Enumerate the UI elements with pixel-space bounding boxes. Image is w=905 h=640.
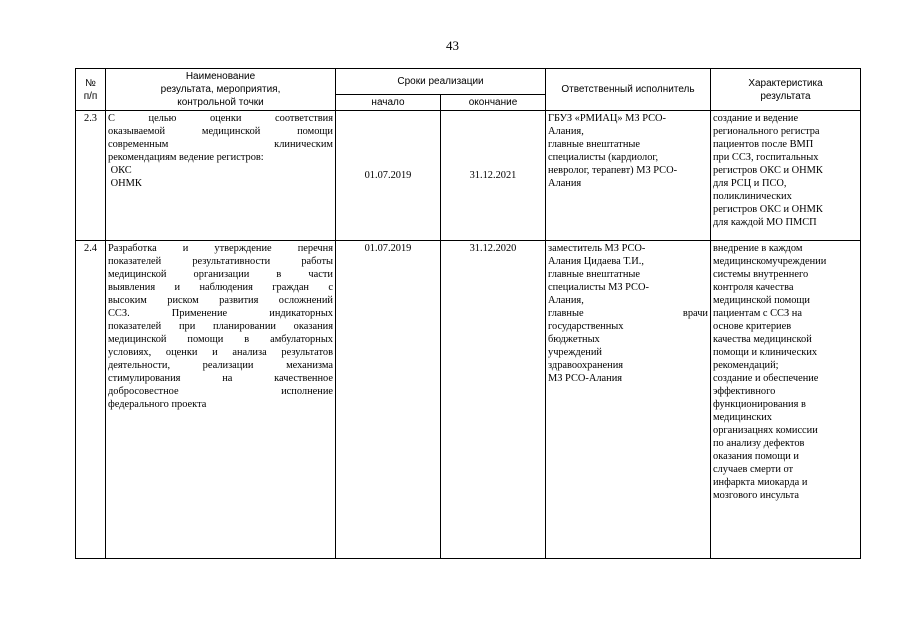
row-start-date: 01.07.2019 (336, 241, 441, 559)
responsible-line: Алания Цидаева Т.И., (548, 256, 644, 267)
name-line: ОКС (108, 165, 132, 176)
name-line: С целью оценки соответствия (108, 113, 333, 124)
header-responsible: Ответственный исполнитель (546, 69, 711, 111)
responsible-line: государственных (548, 321, 624, 332)
name-line: медицинской помощи в амбулаторных (108, 334, 333, 345)
row-start-date: 01.07.2019 (336, 111, 441, 241)
page-number: 43 (446, 38, 459, 53)
name-line: стимулирования на качественное (108, 373, 333, 384)
responsible-line: специалисты МЗ РСО- (548, 282, 649, 293)
name-line: высоким риском развития осложнений (108, 295, 333, 306)
name-line: ССЗ. Применение индикаторных (108, 308, 333, 319)
responsible-line: Алания, (548, 295, 584, 306)
responsible-line: учреждений (548, 347, 602, 358)
row-name (106, 241, 336, 559)
name-line: показателей результативности работы (108, 256, 333, 267)
row-number: 2.4 (76, 241, 106, 559)
row-characteristic: создание и ведение региональногo регистра пациентов после ВМП при ССЗ, госпитальных регистров ОКС и ОНМК для РСЦ и ПСО, поликлинических регистров ОКС и ОНМК для каждой МО ПМСП (711, 111, 861, 241)
name-line: добросовестное исполнение (108, 386, 333, 397)
header-end: окончание (441, 95, 546, 111)
name-line: федерального проекта (108, 399, 207, 410)
row-name (106, 111, 336, 241)
name-line: современным клиническим (108, 139, 333, 150)
row-number: 2.3 (76, 111, 106, 241)
name-line: выявления и наблюдения граждан с (108, 282, 333, 293)
name-line: показателей при планировании оказания (108, 321, 333, 332)
name-line: Разработка и утверждение перечня (108, 243, 333, 254)
header-number: № п/п (76, 69, 106, 111)
responsible-line: главные врачи (548, 308, 708, 319)
table-row (76, 111, 861, 241)
responsible-line: бюджетных (548, 334, 600, 345)
row-end-date: 31.12.2020 (441, 241, 546, 559)
header-characteristic: Характеристика результата (711, 69, 861, 111)
implementation-plan-table (75, 68, 861, 559)
header-name: Наименование результата, мероприятия, контрольной точки (106, 69, 336, 111)
responsible-line: главные внештатные (548, 269, 640, 280)
name-line: ОНМК (108, 178, 142, 189)
name-line: оказываемой медицинской помощи (108, 126, 333, 137)
name-line: условиях, оценки и анализа результатов (108, 347, 333, 358)
responsible-line: заместитель МЗ РСО- (548, 243, 646, 254)
table-row (76, 241, 861, 559)
name-line: рекомендациям ведение регистров: (108, 152, 264, 163)
row-end-date: 31.12.2021 (441, 111, 546, 241)
name-line: деятельности, реализации механизма (108, 360, 333, 371)
header-terms: Сроки реализации (336, 69, 546, 95)
responsible-line: МЗ РСО-Алания (548, 373, 623, 384)
header-start: начало (336, 95, 441, 111)
row-responsible (546, 241, 711, 559)
name-line: медицинской организации в части (108, 269, 333, 280)
row-responsible: ГБУЗ «РМИАЦ» МЗ РСО- Алания, главные внештатные специалисты (кардиолог, невролог, терапевт) МЗ РСО- Алания (546, 111, 711, 241)
responsible-line: здравоохранения (548, 360, 624, 371)
row-characteristic: внедрение в каждом медицинскомучреждении системы внутреннего контроля качества медицинской помощи пациентам с ССЗ на основе критериев качества медицинской помощи и клинических рекомендаций; создание и обеспечение эффективного функционирования в медицинских организацнях комиссии по анализу дефектов оказания помощи и случаев смерти от инфаркта миокарда и мозгового инсульта (711, 241, 861, 559)
